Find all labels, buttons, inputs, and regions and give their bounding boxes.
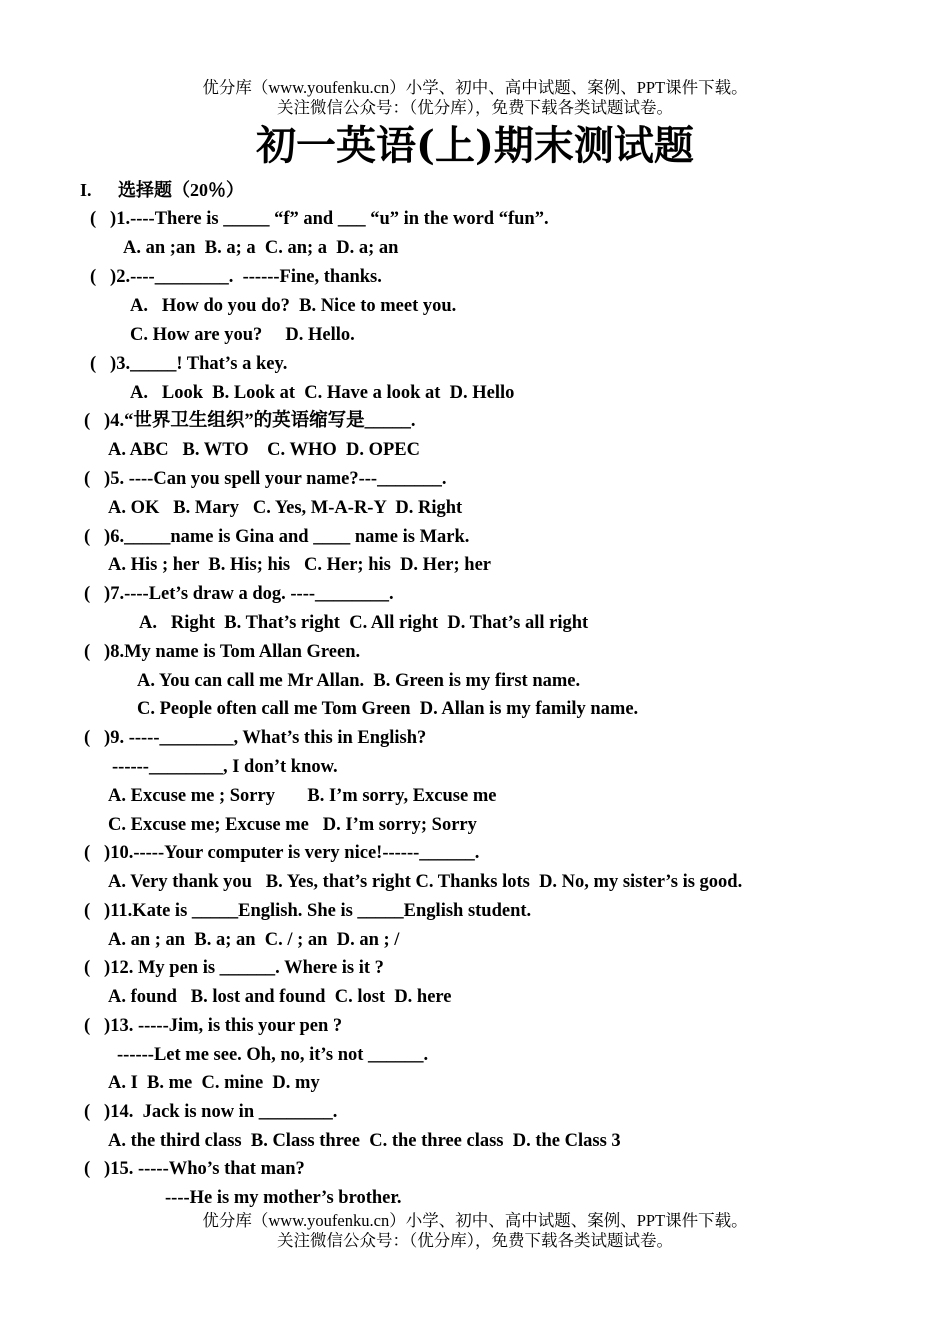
- question-8-options-a: A. You can call me Mr Allan. B. Green is my first name.: [137, 671, 581, 691]
- question-15: ( )15. -----Who’s that man?: [84, 1159, 305, 1179]
- footer-line-2: 关注微信公众号：（优分库），免费下载各类试题试卷。: [277, 1231, 673, 1250]
- question-12-options: A. found B. lost and found C. lost D. here: [108, 987, 452, 1007]
- question-6: ( )6._____name is Gina and ____ name is Mark.: [84, 527, 470, 547]
- question-12: ( )12. My pen is ______. Where is it ?: [84, 958, 384, 978]
- question-13-options: A. I B. me C. mine D. my: [108, 1073, 320, 1093]
- question-3: ( )3._____! That’s a key.: [90, 354, 288, 374]
- question-5-options: A. OK B. Mary C. Yes, M-A-R-Y D. Right: [108, 498, 463, 518]
- question-9-options-a: A. Excuse me ; Sorry B. I’m sorry, Excuse me: [108, 786, 497, 806]
- question-13: ( )13. -----Jim, is this your pen ?: [84, 1016, 343, 1036]
- question-15-dialog: ----He is my mother’s brother.: [165, 1188, 402, 1208]
- question-13-dialog: ------Let me see. Oh, no, it’s not ______.: [117, 1045, 429, 1065]
- question-7-options: A. Right B. That’s right C. All right D. That’s all right: [139, 613, 589, 633]
- footer-banner: [0, 1211, 950, 1251]
- question-3-options: A. Look B. Look at C. Have a look at D. Hello: [130, 383, 515, 403]
- question-2-options-a: A. How do you do? B. Nice to meet you.: [130, 296, 457, 316]
- question-6-options: A. His ; her B. His; his C. Her; his D. Her; her: [108, 555, 491, 575]
- question-9: ( )9. -----________, What’s this in English?: [84, 728, 427, 748]
- question-4-options: A. ABC B. WTO C. WHO D. OPEC: [108, 440, 420, 460]
- question-14-options: A. the third class B. Class three C. the three class D. the Class 3: [108, 1131, 621, 1151]
- question-8-options-b: C. People often call me Tom Green D. Allan is my family name.: [137, 699, 639, 719]
- section-label: 选择题（20％）: [118, 180, 244, 200]
- header-banner: [0, 78, 950, 118]
- question-7: ( )7.----Let’s draw a dog. ----________.: [84, 584, 394, 604]
- question-4: ( )4.“世界卫生组织”的英语缩写是_____.: [84, 411, 416, 431]
- question-2: ( )2.----________. ------Fine, thanks.: [90, 267, 382, 287]
- question-14: ( )14. Jack is now in ________.: [84, 1102, 338, 1122]
- question-11: ( )11.Kate is _____English. She is _____English student.: [84, 901, 532, 921]
- footer-line-1: 优分库（www.youfenku.cn）小学、初中、高中试题、案例、PPT课件下载。: [202, 1211, 748, 1230]
- question-9-dialog: ------________, I don’t know.: [112, 757, 338, 777]
- question-9-options-b: C. Excuse me; Excuse me D. I’m sorry; Sorry: [108, 815, 477, 835]
- question-1-options: A. an ;an B. a; a C. an; a D. a; an: [123, 238, 399, 258]
- question-11-options: A. an ; an B. a; an C. / ; an D. an ; /: [108, 930, 400, 950]
- page-title: 初一英语(上)期末测试题: [256, 122, 694, 169]
- question-1: ( )1.----There is _____ “f” and ___ “u” in the word “fun”.: [90, 209, 549, 229]
- question-5: ( )5. ----Can you spell your name?---_______.: [84, 469, 447, 489]
- question-2-options-b: C. How are you? D. Hello.: [130, 325, 355, 345]
- header-line-1: 优分库（www.youfenku.cn）小学、初中、高中试题、案例、PPT课件下载。: [202, 78, 748, 97]
- question-10: ( )10.-----Your computer is very nice!------______.: [84, 843, 480, 863]
- question-10-options: A. Very thank you B. Yes, that’s right C. Thanks lots D. No, my sister’s is good.: [108, 872, 743, 892]
- section-number: I.: [80, 180, 92, 200]
- question-8: ( )8.My name is Tom Allan Green.: [84, 642, 361, 662]
- header-line-2: 关注微信公众号：（优分库），免费下载各类试题试卷。: [277, 98, 673, 117]
